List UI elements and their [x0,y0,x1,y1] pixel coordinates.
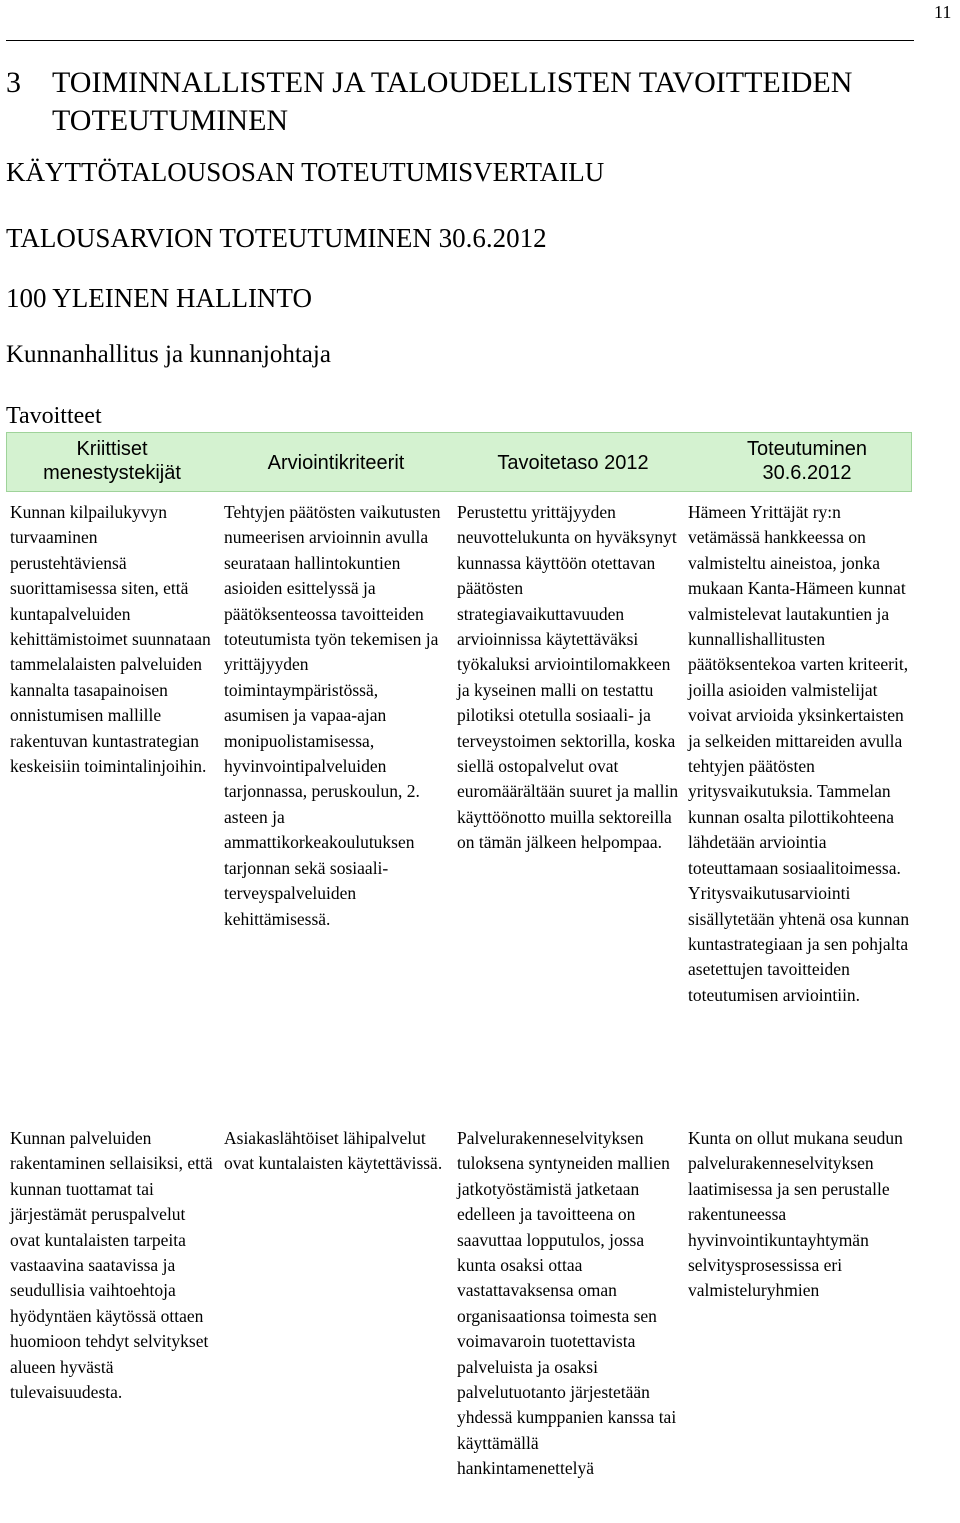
header-rule [6,40,914,41]
row1-target-level: Perustettu yrittäjyyden neuvottelukunta on hyväksynyt kunnassa käyttöön otettavan päätösten strategiavaikuttavuuden arvioinnissa käytettäväksi työkaluksi arviointilomakkeen ja kyseinen malli on testattu pilotiksi otetulla sosiaali- ja terveystoimen sektorilla, koska siellä ostopalvelut ovat euromäärältään suuret ja mallin käyttöönotto muilla sektoreilla on tämän jälkeen helpompaa. [457,502,679,853]
row2-realization: Kunta on ollut mukana seudun palvelurakenneselvityksen laatimisessa ja sen perustalle rakentuneessa hyvinvointikuntayhtymän selvitysprosessissa eri valmisteluryhmien [688,1128,903,1301]
header-criteria: Arviointikriteerit [267,452,405,474]
row1-critical-factor: Kunnan kilpailukyvyn turvaaminen perustehtäviensä suorittamisessa siten, että kuntapalveluiden kehittämistoimet suunnataan tammelalaisten palveluiden kannalta tasapainoisen onnistumisen mallille rakentuvan kuntastrategian keskeisiin toimintalinjoihin. [10,502,211,777]
row1-criteria: Tehtyjen päätösten vaikutusten numeerisen arvioinnin avulla seurataan hallintokuntien asioiden esittelyssä ja päätöksenteossa tavoitteiden toteutumista työn tekemisen ja yrittäjyyden toimintaympäristössä, asumisen ja vapaa-ajan monipuolistamisessa, hyvinvointipalveluiden tarjonnassa, peruskoulun, 2. asteen ja ammattikorkeakoulutuksen tarjonnan sekä sosiaali- terveyspalveluiden kehittämisessä. [224,502,441,929]
header-target-level: Tavoitetaso 2012 [497,452,649,474]
section-title: Tavoitteet [6,403,102,429]
chapter-number: 3 [6,66,21,99]
page-number: 11 [934,2,952,22]
row1-realization: Hämeen Yrittäjät ry:n vetämässä hankkeessa on valmisteltu aineistoa, jonka mukaan Kanta-Hämeen kunnat valmistelevat lautakuntien ja kunnallishallitusten päätöksentekoa varten kriteerit, joilla asioiden valmistelijat voivat arvioida yksinkertaisten ja selkeiden mittareiden avulla tehtyjen päätösten yritysvaikutuksia. Tammelan kunnan osalta pilottikohteena lähdetään arviointia toteuttamaan sosiaalitoimessa. Yritysvaikutusarviointi sisällytetään yhtenä osa kunnan kuntastrategiaan ja sen pohjalta asetettujen tavoitteiden toteutumisen arviointiin. [688,502,910,1005]
row2-target-level: Palvelurakenneselvityksen tuloksena syntyneiden mallien jatkotyöstämistä jatketaan edelleen ja tavoitteena on saavuttaa lopputulos, jossa kunta osaksi ottaa vastattavaksensa oman organisaationsa toimesta sen voimavaroin tuotettavista palveluista ja osaksi palvelutuotanto järjestetään yhdessä kumppanien kanssa tai käyttämällä hankintamenettelyä [457,1128,677,1479]
row2-critical-factor: Kunnan palveluiden rakentaminen sellaisiksi, että kunnan tuottamat tai järjestämät peruspalvelut ovat kuntalaisten tarpeita vastaavina saatavissa ja seudullisia vaihtoehtoja hyödyntäen käytössä ottaen huomioon tehdyt selvitykset alueen hyvästä tulevaisuudesta. [10,1128,213,1403]
subheading-department: 100 YLEINEN HALLINTO [6,283,312,313]
chapter-title: TOIMINNALLISTEN JA TALOUDELLISTEN TAVOITTEIDEN TOTEUTUMINEN [52,66,853,137]
header-critical-factors: Kriittiset menestystekijät [43,438,181,484]
row2-criteria: Asiakaslähtöiset lähipalvelut ovat kuntalaisten käytettävissä. [224,1128,443,1174]
subheading-comparison: KÄYTTÖTALOUSOSAN TOTEUTUMISVERTAILU [6,157,605,187]
header-realization: Toteutuminen 30.6.2012 [746,438,868,484]
unit-title: Kunnanhallitus ja kunnanjohtaja [6,341,331,368]
subheading-budget: TALOUSARVION TOTEUTUMINEN 30.6.2012 [6,223,547,253]
table-header [6,432,912,492]
